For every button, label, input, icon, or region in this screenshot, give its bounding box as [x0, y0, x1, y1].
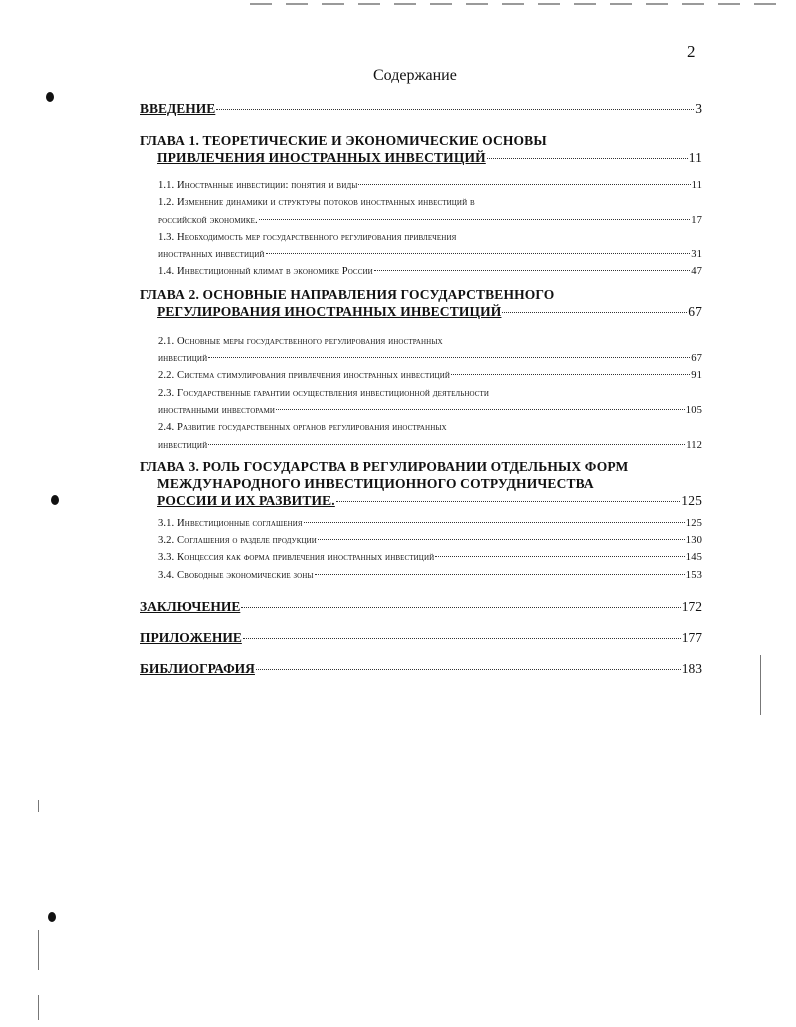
toc-section[interactable]	[158, 385, 702, 420]
dot-leader	[336, 501, 680, 502]
toc-section[interactable]	[158, 367, 702, 384]
scan-edge-mark	[38, 800, 39, 812]
toc-entry-page: 177	[681, 630, 702, 646]
dot-leader	[358, 184, 690, 185]
toc-section-label: 1.1. Иностранные инвестиции: понятия и виды	[158, 180, 358, 191]
toc-section-label: 1.4. Инвестиционный климат в экономике России	[158, 266, 373, 278]
dot-leader	[256, 669, 681, 670]
chapter-title-line: ПРИВЛЕЧЕНИЯ ИНОСТРАННЫХ ИНВЕСТИЦИЙ	[157, 150, 486, 165]
toc-section-label: 2.2. Система стимулирования привлечения иностранных инвестиций	[158, 370, 451, 382]
toc-section-label: 1.3. Необходимость мер государственного регулирования привлечения	[158, 231, 457, 243]
dot-leader	[208, 357, 690, 358]
scan-edge-mark	[38, 995, 39, 1020]
toc-chapter-2[interactable]	[140, 286, 702, 320]
dot-leader	[374, 270, 690, 271]
toc-entry-label: ЗАКЛЮЧЕНИЕ	[140, 599, 241, 615]
scan-blot	[51, 495, 59, 505]
scan-blot	[48, 912, 56, 922]
toc-section[interactable]	[158, 419, 702, 454]
scan-blot	[46, 92, 54, 102]
toc-entry-page: 172	[681, 599, 702, 615]
toc-section-label: иностранных инвестиций	[158, 249, 265, 261]
toc-section-label: 2.3. Государственные гарантии осуществления инвестиционной деятельности	[158, 387, 490, 399]
dot-leader	[451, 374, 690, 375]
toc-entry-page: 67	[691, 353, 702, 365]
toc-entry-page: 125	[685, 517, 702, 529]
scan-edge-mark	[760, 655, 761, 715]
toc-entry-page: 17	[691, 214, 702, 226]
dot-leader	[435, 556, 685, 557]
toc-entry-appendix[interactable]	[140, 629, 702, 646]
toc-section-label: российской экономике.	[158, 214, 258, 226]
dot-leader	[266, 253, 691, 254]
toc-section-label: 2.1. Основные меры государственного регулирования иностранных	[158, 335, 443, 347]
dot-leader	[259, 219, 690, 220]
toc-sections-2	[140, 333, 702, 454]
chapter-title-line: РОССИИ И ИХ РАЗВИТИЕ.	[157, 492, 335, 508]
dot-leader	[318, 539, 685, 540]
toc-sections-3	[140, 515, 702, 584]
toc-section-label: 1.2. Изменение динамики и структуры потоков иностранных инвестиций в	[158, 197, 475, 209]
toc-entry-conclusion[interactable]	[140, 598, 702, 615]
toc-chapter-3[interactable]	[140, 458, 702, 509]
toc-entry-label: БИБЛИОГРАФИЯ	[140, 661, 255, 677]
dot-leader	[502, 312, 687, 313]
dot-leader	[487, 158, 688, 159]
dot-leader	[216, 109, 694, 110]
toc-entry-page: 130	[685, 535, 702, 547]
dot-leader	[241, 607, 680, 608]
toc-entry-page: 91	[691, 370, 702, 382]
toc-section[interactable]	[158, 515, 702, 532]
toc-entry-page: 105	[685, 404, 702, 416]
toc-entry-bibliography[interactable]	[140, 660, 702, 677]
toc-entry-page: 3	[695, 101, 702, 116]
chapter-title-line: МЕЖДУНАРОДНОГО ИНВЕСТИЦИОННОГО СОТРУДНИЧЕСТВА	[157, 475, 594, 491]
toc-chapter-1[interactable]	[140, 132, 702, 166]
toc-entry-page: 31	[691, 249, 702, 261]
dot-leader	[304, 522, 685, 523]
dot-leader	[276, 409, 685, 410]
toc-entry-page: 47	[691, 266, 702, 278]
dot-leader	[315, 574, 685, 575]
toc-entry-label: ПРИЛОЖЕНИЕ	[140, 630, 242, 646]
chapter-title-line: ГЛАВА 3. РОЛЬ ГОСУДАРСТВА В РЕГУЛИРОВАНИИ ОТДЕЛЬНЫХ ФОРМ	[140, 458, 629, 474]
page-title: Содержание	[373, 67, 457, 84]
toc-section[interactable]	[158, 194, 702, 229]
toc-entry-label: ВВЕДЕНИЕ	[140, 101, 216, 116]
toc-section[interactable]	[158, 567, 702, 584]
toc-entry-page: 125	[681, 492, 702, 508]
dot-leader	[243, 638, 681, 639]
toc-section[interactable]	[158, 532, 702, 549]
toc-entry-page: 11	[691, 180, 702, 191]
page-number: 2	[687, 42, 696, 61]
toc-section-label: 2.4. Развитие государственных органов регулирования иностранных	[158, 422, 447, 434]
scan-edge-mark	[38, 930, 39, 970]
toc-section-label: инвестиций	[158, 439, 208, 451]
toc-entry-page: 67	[688, 303, 702, 319]
toc-entry-page: 153	[685, 569, 702, 581]
toc-section-label: 3.2. Соглашения о разделе продукции	[158, 535, 317, 547]
toc-sections-1	[140, 177, 702, 281]
chapter-title-line: ГЛАВА 1. ТЕОРЕТИЧЕСКИЕ И ЭКОНОМИЧЕСКИЕ ОСНОВЫ	[140, 133, 547, 148]
dot-leader	[208, 444, 685, 445]
toc-entry-page: 11	[688, 150, 702, 165]
toc-entry-page: 183	[681, 661, 702, 677]
toc-section[interactable]	[158, 177, 702, 194]
scan-artifact-top	[250, 3, 790, 5]
toc-entry-intro[interactable]	[140, 100, 702, 117]
toc-section-label: 3.4. Свободные экономические зоны	[158, 569, 314, 581]
toc-section-label: иностранными инвесторами	[158, 404, 276, 416]
toc-section[interactable]	[158, 263, 702, 280]
toc-section[interactable]	[158, 549, 702, 566]
toc-section[interactable]	[158, 333, 702, 368]
toc-entry-page: 145	[685, 552, 702, 564]
chapter-title-line: РЕГУЛИРОВАНИЯ ИНОСТРАННЫХ ИНВЕСТИЦИЙ	[157, 303, 502, 319]
toc-section-label: 3.3. Концессия как форма привлечения иностранных инвестиций	[158, 552, 435, 564]
toc-section-label: 3.1. Инвестиционные соглашения	[158, 517, 303, 529]
toc-section-label: инвестиций	[158, 353, 208, 365]
toc-entry-page: 112	[686, 439, 702, 451]
table-of-contents	[140, 100, 702, 677]
chapter-title-line: ГЛАВА 2. ОСНОВНЫЕ НАПРАВЛЕНИЯ ГОСУДАРСТВЕННОГО	[140, 286, 555, 302]
toc-section[interactable]	[158, 229, 702, 264]
